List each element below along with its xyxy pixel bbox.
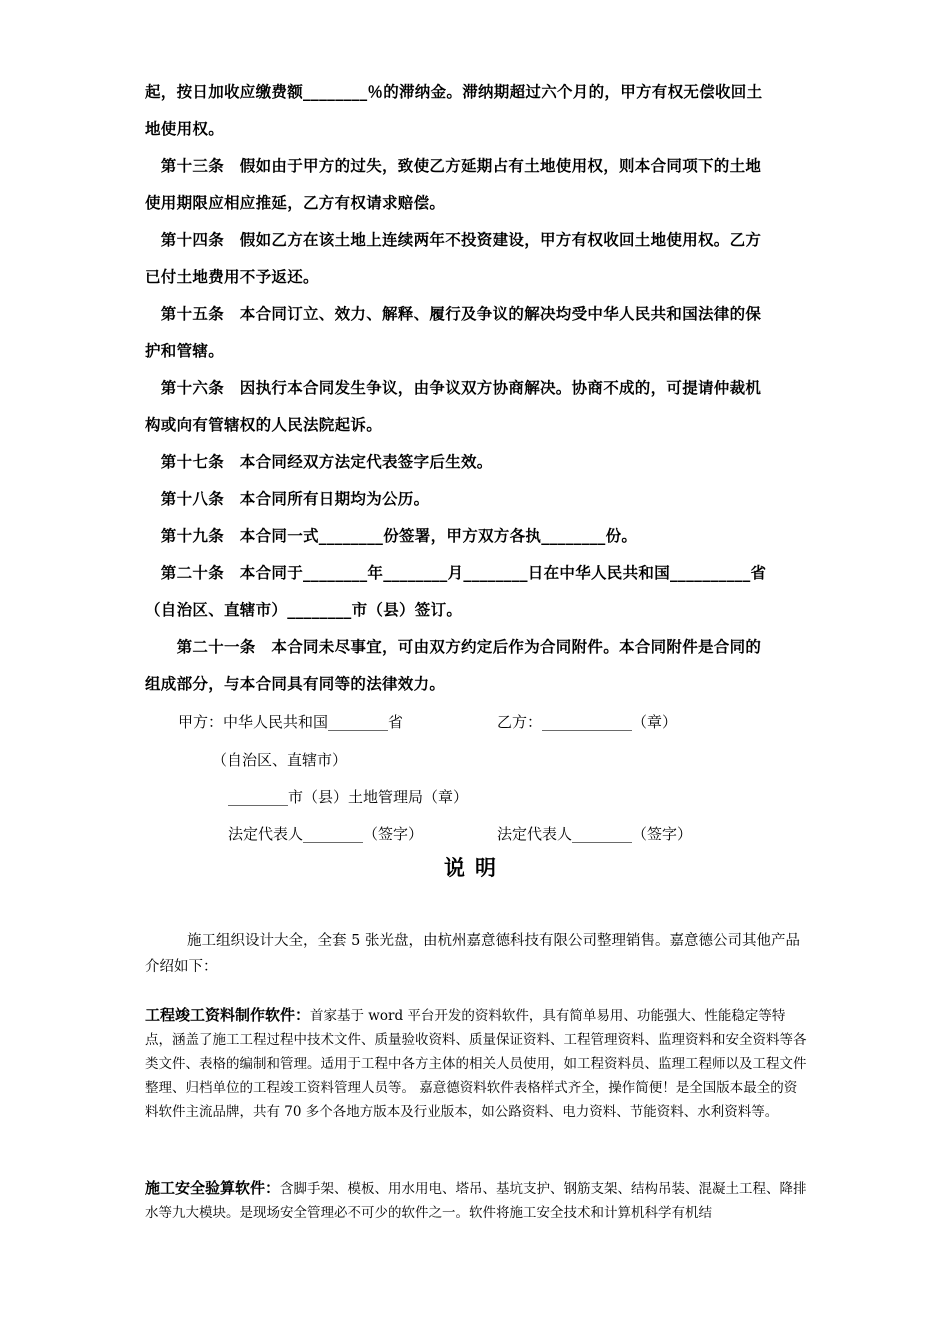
bureau-label: ________市（县）土地管理局（章） [228,788,469,806]
contract-line: 第十五条 本合同订立、效力、解释、履行及争议的解决均受中华人民共和国法律的保 [145,304,762,323]
product-title: 施工安全验算软件： [145,1179,281,1197]
contract-line: 构或向有管辖权的人民法院起诉。 [145,415,383,434]
product-description: 首家基于 word 平台开发的资料软件，具有简单易用、功能强大、性能稳定等特点，涵盖了施工工程过程中技术文件、质量验收资料、质量保证资料、工程管理资料、监理资料和安全资料等各类文件、表格的编制和管理。适用于工程中各方主体的相关人员使用，如工程资料员、监理工程师以及工程文件整理、归档单位的工程竣工资料管理人员等。 嘉意德资料软件表格样式齐全，操作简便！是全国版本最全的资料软件主流品牌，共有 70 多个各地方版本及行业版本，如公路资料、电力资料、节能资料、水利资料等。 [145,1008,807,1120]
contract-line: 第二十一条 本合同未尽事宜，可由双方约定后作为合同附件。本合同附件是合同的 [145,637,762,656]
contract-line: 地使用权。 [145,119,225,138]
contract-line: 第十三条 假如由于甲方的过失，致使乙方延期占有土地使用权，则本合同项下的土地 [145,156,762,175]
party-b-label: 乙方：____________（章） [497,713,678,731]
contract-line: 组成部分，与本合同具有同等的法律效力。 [145,674,446,693]
rep-b-label: 法定代表人________（签字） [497,825,693,843]
product-item [145,1176,810,1225]
contract-line: 已付土地费用不予返还。 [145,267,319,286]
contract-line: 起，按日加收应缴费额________％的滞纳金。滞纳期超过六个月的，甲方有权无偿收回土 [145,82,763,101]
product-description: 含脚手架、模板、用水用电、塔吊、基坑支护、钢筋支架、结构吊装、混凝土工程、降排水等九大模块。是现场安全管理必不可少的软件之一。软件将施工安全技术和计算机科学有机结 [145,1181,807,1221]
contract-line: 使用期限应相应推延，乙方有权请求赔偿。 [145,193,446,212]
contract-line: 护和管辖。 [145,341,225,360]
contract-line: 第十六条 因执行本合同发生争议，由争议双方协商解决。协商不成的，可提请仲裁机 [145,378,762,397]
contract-line: 第十九条 本合同一式________份签署，甲方双方各执________份。 [145,526,638,545]
notice-intro: 施工组织设计大全，全套 5 张光盘，由杭州嘉意德科技有限公司整理销售。嘉意德公司其他产品介绍如下： [145,933,800,975]
contract-clauses [145,73,810,702]
product-item [145,1003,810,1124]
notice-title: 说明 [444,855,506,880]
contract-line: 第十七条 本合同经双方法定代表签字后生效。 [145,452,493,471]
contract-line: 第二十条 本合同于________年________月________日在中华人民共和国__________省 [145,563,767,582]
rep-a-label: 法定代表人________（签字） [228,825,424,843]
contract-line: （自治区、直辖市）________市（县）签订。 [145,600,463,619]
region-label: （自治区、直辖市） [212,751,348,769]
party-a-label: 甲方：中华人民共和国________省 [178,713,404,731]
product-title: 工程竣工资料制作软件： [145,1006,311,1024]
contract-line: 第十四条 假如乙方在该土地上连续两年不投资建设，甲方有权收回土地使用权。乙方 [145,230,762,249]
contract-line: 第十八条 本合同所有日期均为公历。 [145,489,430,508]
